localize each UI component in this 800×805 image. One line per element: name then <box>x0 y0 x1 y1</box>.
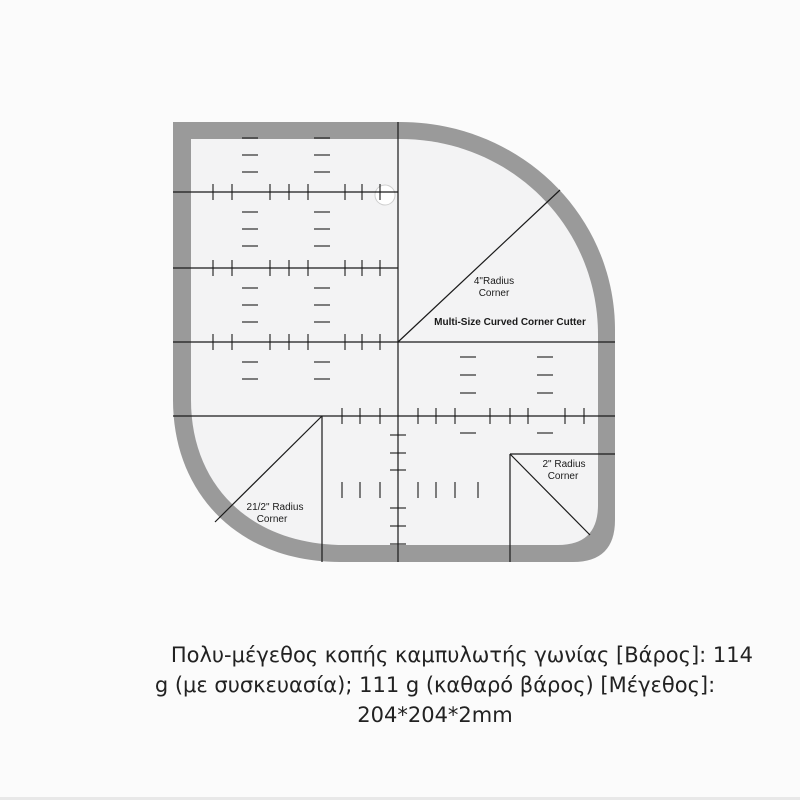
product-title-label: Multi-Size Curved Corner Cutter <box>434 317 586 328</box>
four-radius-label: 4"Radius <box>473 276 515 287</box>
product-caption <box>95 640 775 730</box>
caption-line-3: 204*204*2mm <box>357 703 513 727</box>
caption-line-1: Πολυ-μέγεθος κοπής καμπυλωτής γωνίας [Βάρος]: 114 <box>170 643 753 667</box>
two-radius-label: 2" Radius <box>542 459 586 470</box>
four-radius-corner-label: Corner <box>478 288 510 299</box>
hanging-hole <box>375 185 395 205</box>
caption-line-2: g (με συσκευασία); 111 g (καθαρό βάρος) [Μέγεθος]: <box>154 673 716 697</box>
two-half-radius-corner-label: Corner <box>256 514 288 525</box>
two-half-radius-label: 21/2" Radius <box>246 502 304 513</box>
two-radius-corner-label: Corner <box>547 471 579 482</box>
